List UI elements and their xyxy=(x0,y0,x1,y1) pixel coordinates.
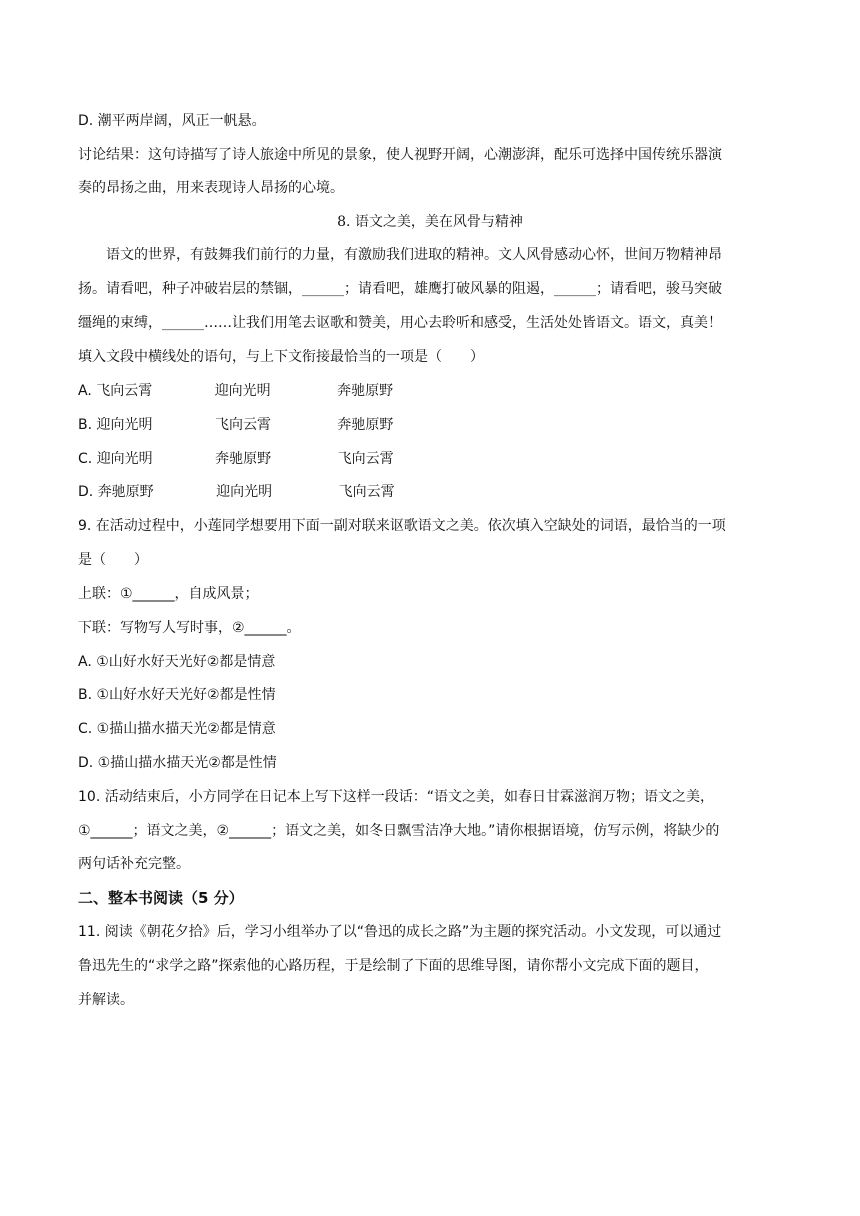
q8-stem: 填入文段中横线处的语句，与上下文衔接最恰当的一项是（ ） xyxy=(78,349,484,365)
q7-discussion-line-2: 奏的昂扬之曲，用来表现诗人昂扬的心境。 xyxy=(78,180,344,196)
option-part-1: 奔驰原野 xyxy=(97,484,154,500)
q8-passage-line-2: 扬。请看吧，种子冲破岩层的禁锢，______；请看吧，雄鹰打破风暴的阻遏，______；请看吧，骏马突破 xyxy=(78,281,722,297)
option-letter: C. xyxy=(78,451,93,467)
option-part-1: 迎向光明 xyxy=(96,451,153,467)
section-2-heading: 二、整本书阅读（5 分） xyxy=(78,889,244,907)
q8-option-c xyxy=(78,449,788,469)
option-letter: D. xyxy=(78,484,94,500)
option-part-3: 奔驰原野 xyxy=(337,383,394,399)
option-part-2: 迎向光明 xyxy=(216,484,273,500)
q9-stem-line-2: 是（ ） xyxy=(78,552,148,568)
q9-stem-line-1: 9. 在活动过程中，小莲同学想要用下面一副对联来讴歌语文之美。依次填入空缺处的词语，最恰当的一项 xyxy=(78,518,726,534)
q8-option-d xyxy=(78,482,788,502)
q10-line-3: 两句话补充完整。 xyxy=(78,856,190,872)
option-letter: A. xyxy=(78,383,92,399)
option-part-3: 飞向云霄 xyxy=(337,451,394,467)
q10-line-1: 10. 活动结束后，小方同学在日记本上写下这样一段话：“语文之美，如春日甘霖滋润万物；语文之美， xyxy=(78,789,714,805)
option-part-1: 飞向云霄 xyxy=(96,383,153,399)
q9-option-a: A. ①山好水好天光好②都是情意 xyxy=(78,654,276,670)
q11-line-1: 11. 阅读《朝花夕拾》后，学习小组举办了以“鲁迅的成长之路”为主题的探究活动。小文发现，可以通过 xyxy=(78,924,722,940)
option-part-3: 奔驰原野 xyxy=(337,417,394,433)
q8-option-b xyxy=(78,415,788,435)
q10-line-2: ①______；语文之美，②______；语文之美，如冬日飘雪洁净大地。”请你根据语境，仿写示例，将缺少的 xyxy=(78,823,720,839)
option-part-2: 迎向光明 xyxy=(214,383,271,399)
q9-option-b: B. ①山好水好天光好②都是性情 xyxy=(78,687,276,703)
q11-line-2: 鲁迅先生的“求学之路”探索他的心路历程，于是绘制了下面的思维导图，请你帮小文完成下面的题目， xyxy=(78,958,709,974)
q9-option-c: C. ①描山描水描天光②都是情意 xyxy=(78,721,276,737)
q9-option-d: D. ①描山描水描天光②都是性情 xyxy=(78,755,277,771)
q7-option-d: D. 潮平两岸阔，风正一帆悬。 xyxy=(78,113,266,129)
q8-passage-line-3: 缰绳的束缚，______……让我们用笔去讴歌和赞美，用心去聆听和感受，生活处处皆语文。语文，真美！ xyxy=(78,315,722,331)
q9-upper-couplet: 上联：①______，自成风景； xyxy=(78,586,259,602)
q9-lower-couplet: 下联：写物写人写时事，②______。 xyxy=(78,620,301,636)
q8-title: 8. 语文之美，美在风骨与精神 xyxy=(337,214,523,230)
q7-discussion-line-1: 讨论结果：这句诗描写了诗人旅途中所见的景象，使人视野开阔，心潮澎湃，配乐可选择中国传统乐器演 xyxy=(78,147,722,163)
q8-option-a xyxy=(78,381,788,401)
option-part-2: 奔驰原野 xyxy=(215,451,272,467)
option-part-3: 飞向云霄 xyxy=(338,484,395,500)
option-part-2: 飞向云霄 xyxy=(214,417,271,433)
q11-line-3: 并解读。 xyxy=(78,992,134,1008)
option-part-1: 迎向光明 xyxy=(96,417,153,433)
q8-passage-line-1: 语文的世界，有鼓舞我们前行的力量，有激励我们进取的精神。文人风骨感动心怀，世间万物精神昂 xyxy=(106,247,722,263)
option-letter: B. xyxy=(78,417,93,433)
